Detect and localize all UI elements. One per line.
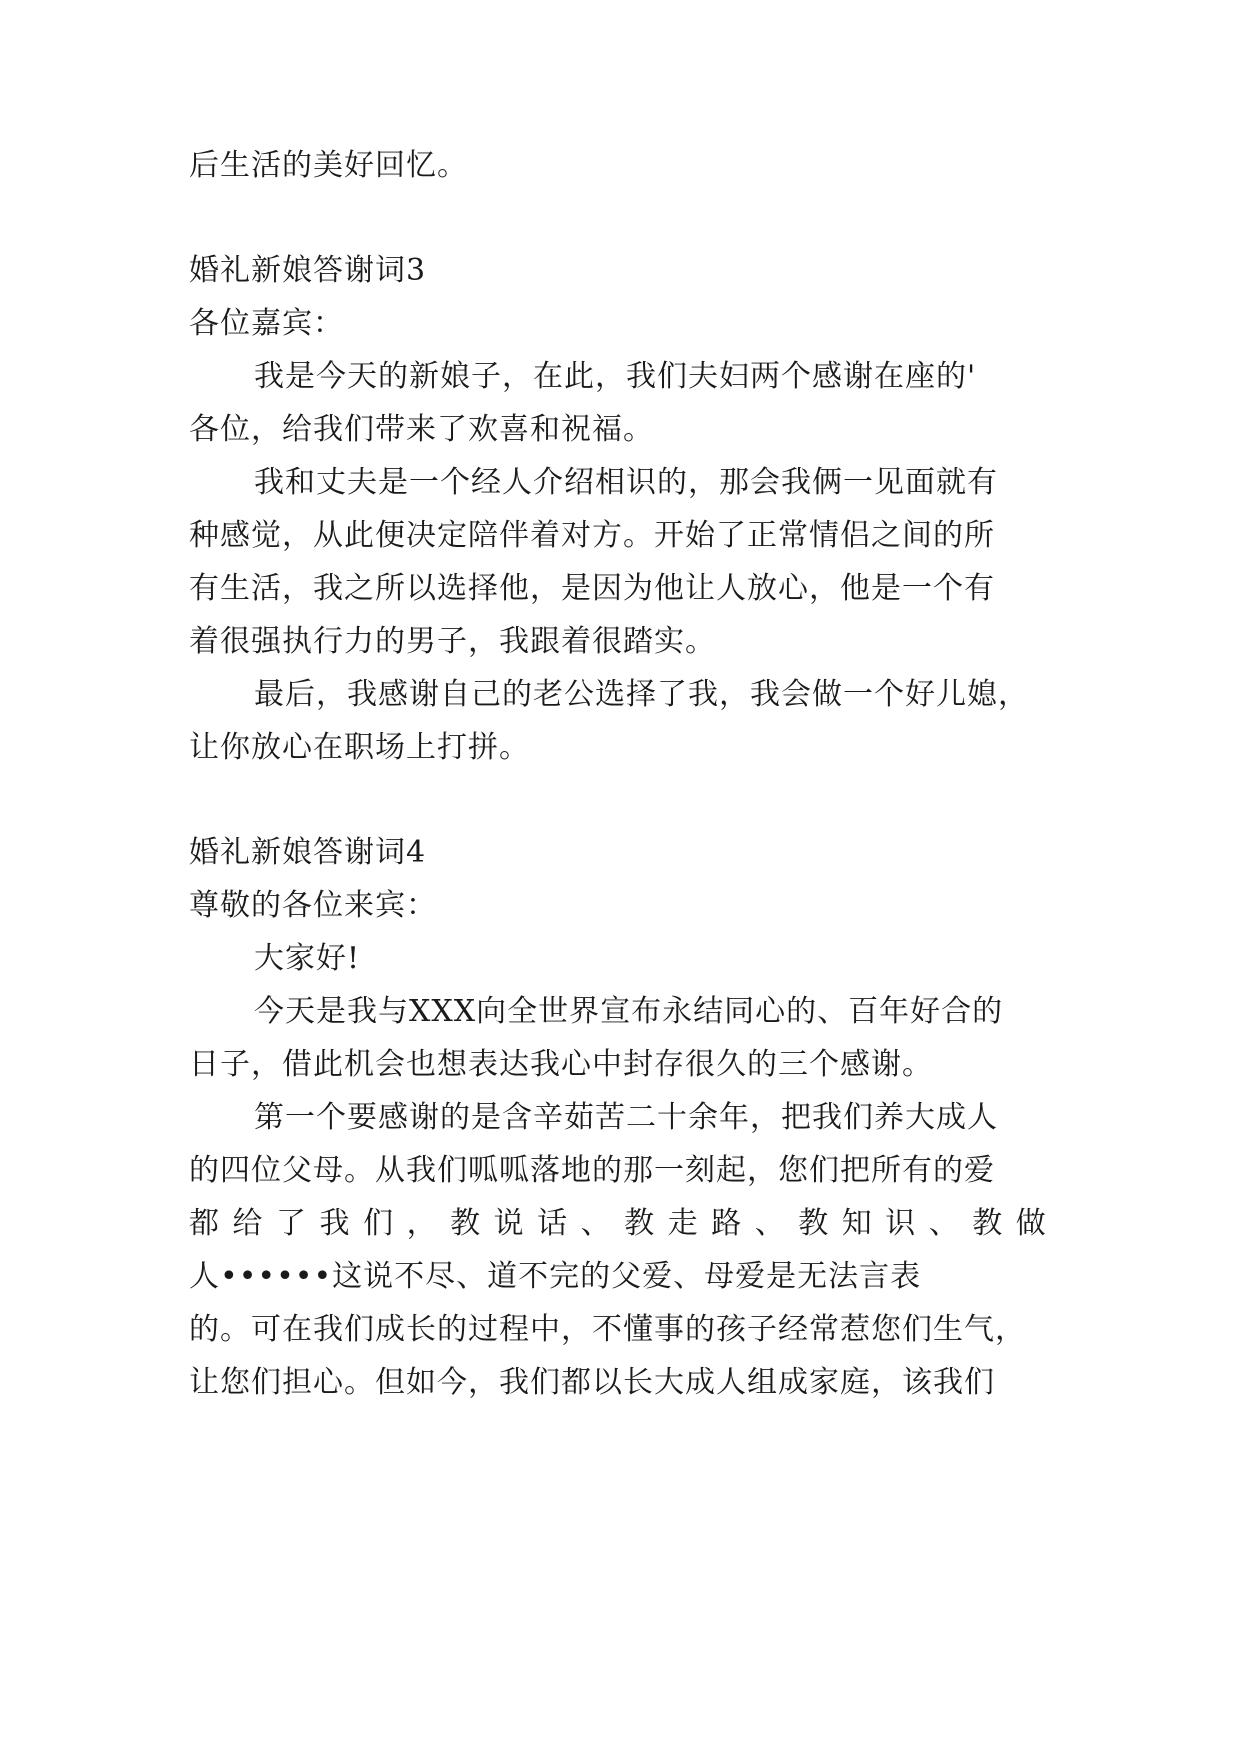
paragraph-line: 种感觉，从此便决定陪伴着对方。开始了正常情侣之间的所 xyxy=(189,518,995,553)
char: 说 xyxy=(493,1206,525,1241)
paragraph-line: 让您们担心。但如今，我们都以长大成人组成家庭，该我们 xyxy=(189,1365,995,1400)
char: 教 xyxy=(624,1206,656,1241)
paragraph-line: 第一个要感谢的是含辛茹苦二十余年，把我们养大成人 xyxy=(254,1100,998,1135)
paragraph-line: 我是今天的新娘子，在此，我们夫妇两个感谢在座的' xyxy=(254,359,977,394)
paragraph-line: 今天是我与XXX向全世界宣布永结同心的、百年好合的 xyxy=(254,994,1004,1029)
char: 都 xyxy=(189,1206,220,1241)
char: 路 xyxy=(711,1206,743,1241)
paragraph-line: 后生活的美好回忆。 xyxy=(189,148,468,183)
paragraph-line: 各位，给我们带来了欢喜和祝福。 xyxy=(189,412,654,447)
paragraph-line: 最后，我感谢自己的老公选择了我，我会做一个好儿媳， xyxy=(254,677,1029,712)
char: 、 xyxy=(754,1206,786,1241)
char: 、 xyxy=(928,1206,960,1241)
char: 做 xyxy=(1015,1206,1047,1241)
char: 教 xyxy=(450,1206,482,1241)
char: 知 xyxy=(841,1206,873,1241)
char: 、 xyxy=(580,1206,612,1241)
char: 了 xyxy=(276,1206,308,1241)
char: 话 xyxy=(537,1206,569,1241)
section-title: 婚礼新娘答谢词4 xyxy=(189,835,427,870)
paragraph-line: 日子，借此机会也想表达我心中封存很久的三个感谢。 xyxy=(189,1047,933,1082)
paragraph-line: 让你放心在职场上打拼。 xyxy=(189,730,530,765)
char: 走 xyxy=(667,1206,699,1241)
char: 给 xyxy=(232,1206,264,1241)
char: ， xyxy=(406,1206,438,1241)
char: 教 xyxy=(972,1206,1004,1241)
paragraph-line: 有生活，我之所以选择他，是因为他让人放心，他是一个有 xyxy=(189,571,995,606)
char: 们 xyxy=(363,1206,395,1241)
paragraph-line: 着很强执行力的男子，我跟着很踏实。 xyxy=(189,624,716,659)
paragraph-line: 我和丈夫是一个经人介绍相识的，那会我俩一见面就有 xyxy=(254,465,998,500)
paragraph-line: 的四位父母。从我们呱呱落地的那一刻起，您们把所有的爱 xyxy=(189,1153,995,1188)
char: 识 xyxy=(885,1206,917,1241)
char: 我 xyxy=(319,1206,351,1241)
paragraph-line: 的。可在我们成长的过程中，不懂事的孩子经常惹您们生气， xyxy=(189,1312,1026,1347)
salutation: 尊敬的各位来宾： xyxy=(189,888,437,923)
greeting: 大家好! xyxy=(254,941,361,976)
paragraph-line: 人••••••这说不尽、道不完的父爱、母爱是无法言表 xyxy=(189,1259,922,1294)
justified-line xyxy=(189,1204,1047,1244)
salutation: 各位嘉宾： xyxy=(189,306,344,341)
section-title: 婚礼新娘答谢词3 xyxy=(189,253,427,288)
char: 教 xyxy=(798,1206,830,1241)
